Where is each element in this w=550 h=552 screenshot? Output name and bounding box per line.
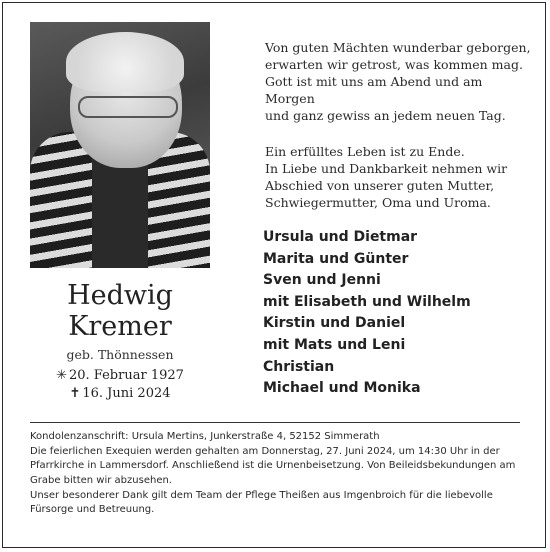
funeral-info: Die feierlichen Exequien werden gehalten am Donnerstag, 27. Juni 2024, um 14:30 Uhr in der Pfarrkirche in Lammersdorf. Anschließend ist die Urnenbeisetzung. Von Beileidsbekundungen am Grabe bitten wir abzusehen. [30,446,516,486]
divider [30,422,520,423]
poem-line: Gott ist mit uns am Abend und am Morgen [265,74,483,106]
portrait-photo [30,22,210,268]
family-member: Kirstin und Daniel [263,315,406,332]
birth-star-icon: ✳ [56,368,67,383]
birth-date-line [30,368,210,383]
poem-verse [265,39,535,124]
poem-line: Von guten Mächten wunderbar geborgen, [265,40,531,55]
portrait-hair [66,32,184,92]
poem-line: erwarten wir getrost, was kommen mag. [265,57,523,72]
death-date: 16. Juni 2024 [82,386,171,401]
farewell-line: Schwiegermutter, Oma und Uroma. [265,195,491,210]
farewell-line: Abschied von unserer guten Mutter, [265,178,495,193]
portrait-glasses [78,96,178,118]
farewell-line: In Liebe und Dankbarkeit nehmen wir [265,161,508,176]
condolence-address: Kondolenzanschrift: Ursula Mertins, Junkerstraße 4, 52152 Simmerath [30,431,380,442]
family-member: Ursula und Dietmar [263,229,418,245]
family-member: Michael und Monika [263,380,421,397]
family-list [263,227,538,400]
deceased-last-name: Kremer [68,311,172,342]
death-cross-icon: ✝ [69,386,81,401]
family-member: Sven und Jenni [263,272,381,289]
maiden-name: geb. Thönnessen [66,347,174,362]
birth-date: 20. Februar 1927 [69,368,184,383]
death-date-line [30,386,210,401]
portrait-cardigan [92,154,148,268]
farewell-text [265,143,535,211]
family-member: mit Elisabeth und Wilhelm [263,293,471,310]
family-member: Marita und Günter [263,250,409,267]
deceased-first-name: Hedwig [67,280,173,311]
family-member: mit Mats und Leni [263,336,406,353]
poem-line: und ganz gewiss an jedem neuen Tag. [265,108,506,123]
thanks-note: Unser besonderer Dank gilt dem Team der Pflege Theißen aus Imgenbroich für die liebevolle Fürsorge und Betreuung. [30,489,493,516]
family-member: Christian [263,358,335,375]
farewell-line: Ein erfülltes Leben ist zu Ende. [265,144,465,159]
notes-section [30,430,530,518]
